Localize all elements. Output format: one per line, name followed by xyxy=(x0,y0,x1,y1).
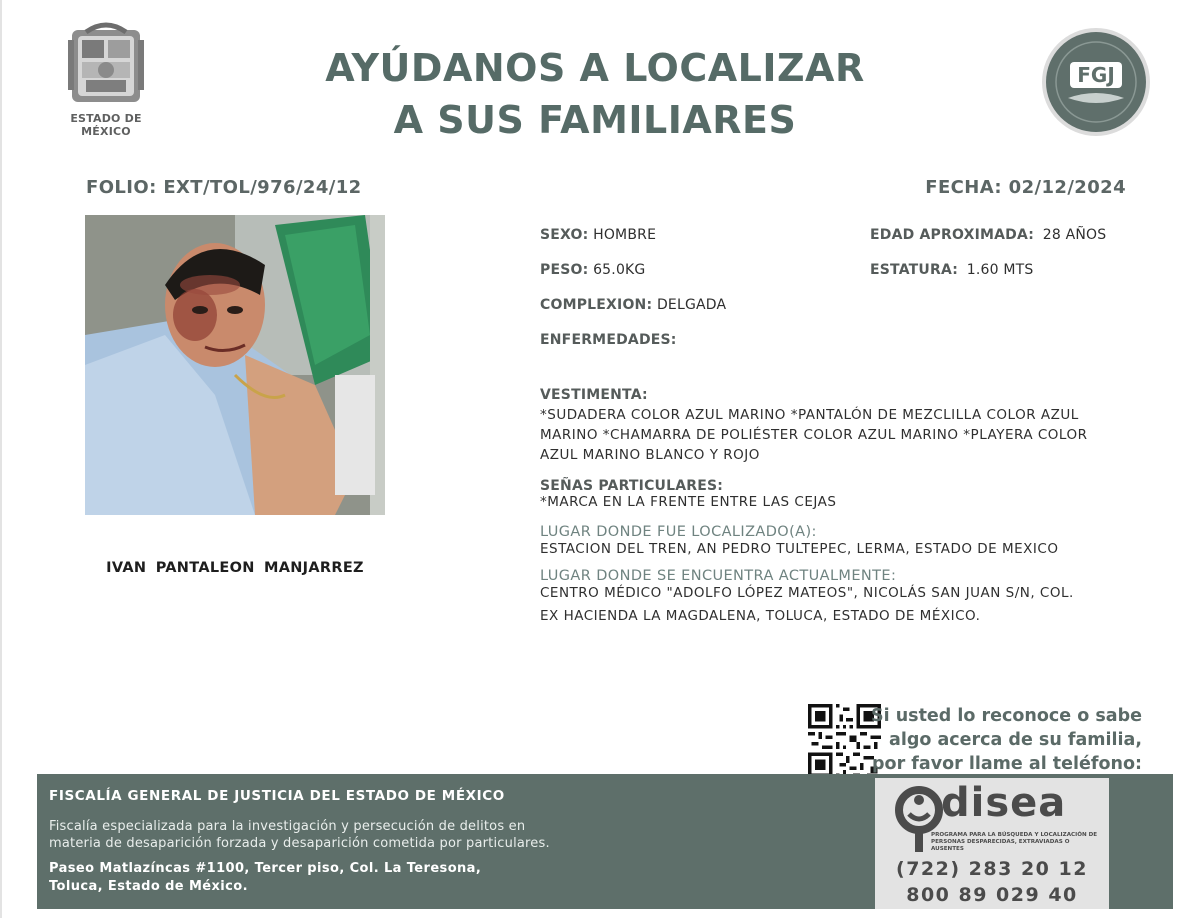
peso-field xyxy=(540,262,645,278)
person-name: IVAN PANTALEON MANJARREZ xyxy=(106,560,364,576)
footer-desc-line-1: Fiscalía especializada para la investigación y persecución de delitos en xyxy=(49,819,526,834)
complexion-label: COMPLEXION: xyxy=(540,297,653,313)
title-line-1: AYÚDANOS A LOCALIZAR xyxy=(325,46,865,90)
edad-value: 28 AÑOS xyxy=(1042,227,1107,243)
call-line-2: algo acerca de su familia, xyxy=(889,730,1142,750)
localizado-label: LUGAR DONDE FUE LOCALIZADO(A): xyxy=(540,524,817,540)
estado-de-mexico-logo xyxy=(44,20,168,138)
footer-addr-line-2: Toluca, Estado de México. xyxy=(49,879,248,894)
actual-line-1: CENTRO MÉDICO "ADOLFO LÓPEZ MATEOS", NICOLÁS SAN JUAN S/N, COL. xyxy=(540,585,1074,601)
folio-number: FOLIO: EXT/TOL/976/24/12 xyxy=(86,177,362,198)
peso-label: PESO: xyxy=(540,262,589,278)
title-line-2: A SUS FAMILIARES xyxy=(393,98,797,142)
fgj-seal-logo xyxy=(1040,26,1152,138)
footer-desc-line-2: materia de desaparición forzada y desaparición cometida por particulares. xyxy=(49,836,550,851)
complexion-value: DELGADA xyxy=(656,297,727,313)
report-date: FECHA: 02/12/2024 xyxy=(925,177,1126,198)
sexo-value: HOMBRE xyxy=(593,227,657,243)
person-photo-icon xyxy=(85,215,385,515)
footer-addr-line-1: Paseo Matlazíncas #1100, Tercer piso, Col. La Teresona, xyxy=(49,861,482,876)
sexo-label: SEXO: xyxy=(540,227,589,243)
phone-local[interactable]: (722) 283 20 12 xyxy=(896,858,1088,880)
senas-label: SEÑAS PARTICULARES: xyxy=(540,478,724,494)
odisea-subtitle: PROGRAMA PARA LA BÚSQUEDA Y LOCALIZACIÓN DE PERSONAS DESPARECIDAS, EXTRAVIADAS O AUSENTES xyxy=(931,832,1098,852)
coat-of-arms-icon xyxy=(66,20,146,106)
person-photo xyxy=(85,215,385,515)
vestimenta-text xyxy=(540,405,1130,465)
footer-address xyxy=(49,860,609,896)
vestimenta-line-3: AZUL MARINO BLANCO Y ROJO xyxy=(540,447,760,463)
actual-label: LUGAR DONDE SE ENCUENTRA ACTUALMENTE: xyxy=(540,568,897,584)
senas-text: *MARCA EN LA FRENTE ENTRE LAS CEJAS xyxy=(540,494,837,510)
peso-value: 65.0KG xyxy=(593,262,646,278)
actual-text xyxy=(540,582,1130,628)
phone-toll-free[interactable]: 800 89 029 40 xyxy=(906,884,1078,906)
estatura-value: 1.60 MTS xyxy=(966,262,1034,278)
vestimenta-label: VESTIMENTA: xyxy=(540,387,648,403)
sexo-field xyxy=(540,227,656,243)
state-label: ESTADO DE MÉXICO xyxy=(70,112,142,138)
odisea-panel xyxy=(875,778,1109,909)
estatura-label: ESTATURA: xyxy=(870,262,959,278)
enfermedades-field xyxy=(540,332,677,348)
vestimenta-line-2: MARINO *CHAMARRA DE POLIÉSTER COLOR AZUL MARINO *PLAYERA COLOR xyxy=(540,427,1088,443)
page-title xyxy=(290,42,900,146)
page-left-rule xyxy=(0,0,2,918)
odisea-wordmark: disea xyxy=(941,780,1067,826)
enfermedades-label: ENFERMEDADES: xyxy=(540,332,677,348)
call-to-action xyxy=(852,704,1142,776)
call-line-3: por favor llame al teléfono: xyxy=(872,754,1142,774)
edad-label: EDAD APROXIMADA: xyxy=(870,227,1035,243)
footer-title: FISCALÍA GENERAL DE JUSTICIA DEL ESTADO DE MÉXICO xyxy=(49,788,505,804)
estatura-field xyxy=(870,262,1033,278)
fgj-initials: FGJ xyxy=(1077,63,1115,87)
footer-description xyxy=(49,818,649,852)
actual-line-2: EX HACIENDA LA MAGDALENA, TOLUCA, ESTADO DE MÉXICO. xyxy=(540,608,981,624)
footer-band xyxy=(37,774,1173,909)
edad-field xyxy=(870,227,1106,243)
call-line-1: Si usted lo reconoce o sabe xyxy=(871,706,1142,726)
localizado-text: ESTACION DEL TREN, AN PEDRO TULTEPEC, LERMA, ESTADO DE MEXICO xyxy=(540,541,1059,557)
complexion-field xyxy=(540,297,726,313)
fgj-seal-icon xyxy=(1040,26,1152,138)
vestimenta-line-1: *SUDADERA COLOR AZUL MARINO *PANTALÓN DE MEZCLILLA COLOR AZUL xyxy=(540,407,1079,423)
